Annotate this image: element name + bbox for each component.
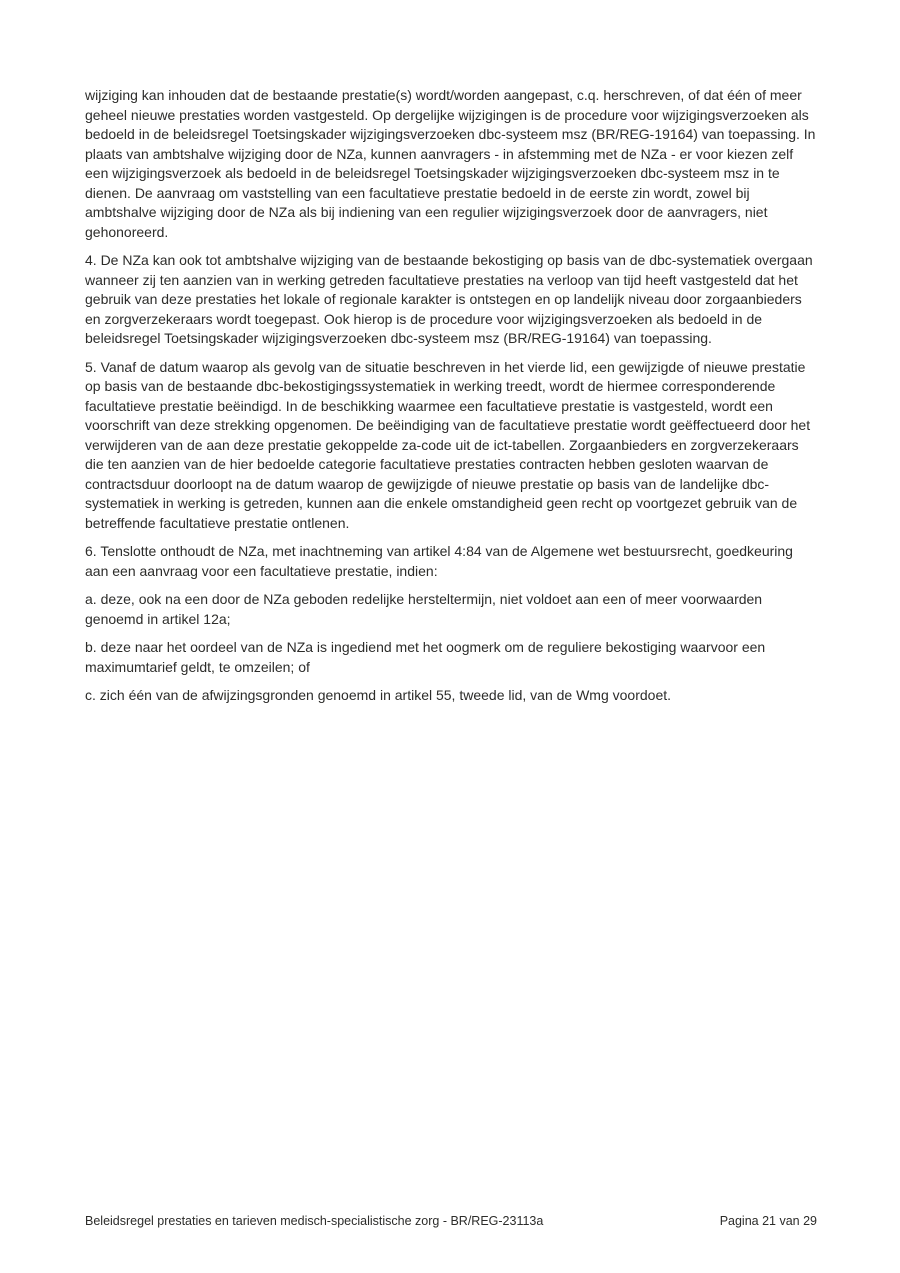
paragraph-item-6b: b. deze naar het oordeel van de NZa is ingediend met het oogmerk om de reguliere bekostiging waarvoor een maximumtarief geldt, te omzeilen; of — [85, 639, 766, 675]
paragraph-item-6a: a. deze, ook na een door de NZa geboden redelijke hersteltermijn, niet voldoet aan een of meer voorwaarden genoemd in artikel 12a; — [85, 591, 763, 627]
paragraph-item-5: 5. Vanaf de datum waarop als gevolg van de situatie beschreven in het vierde lid, een gewijzigde of nieuwe prestatie op basis van de bestaande dbc-bekostigingssystematiek in werking treedt, wordt de hiermee corresponderende facultatieve prestatie beëindigd. In de beschikking waarmee een facultatieve prestatie is vastgesteld, wordt een voorschrift van deze strekking opgenomen. De beëindiging van de facultatieve prestatie wordt geëffectueerd door het verwijderen van de aan deze prestatie gekoppelde za-code uit de ict-tabellen. Zorgaanbieders en zorgverzekeraars die ten aanzien van de hier bedoelde categorie facultatieve prestaties contracten hebben gesloten waarvan de contractsduur doorloopt na de datum waarop de gewijzigde of nieuwe prestatie op basis van de landelijke dbc-systematiek in werking is getreden, kunnen aan die enkele omstandigheid geen recht op voortgezet gebruik van de betreffende facultatieve prestatie ontlenen. — [85, 358, 811, 531]
paragraph-continuation: wijziging kan inhouden dat de bestaande prestatie(s) wordt/worden aangepast, c.q. herschreven, of dat één of meer geheel nieuwe prestaties worden vastgesteld. Op dergelijke wijzigingen is de procedure voor wijzigingsverzoeken als bedoeld in de beleidsregel Toetsingskader wijzigingsverzoeken dbc-systeem msz (BR/REG-19164) van toepassing. In plaats van ambtshalve wijziging door de NZa, kunnen aanvragers - in afstemming met de NZa - er voor kiezen zelf een wijzigingsverzoek als bedoeld in de beleidsregel Toetsingskader wijzigingsverzoeken dbc-systeem msz in te dienen. De aanvraag om vaststelling van een facultatieve prestatie bedoeld in de eerste zin wordt, zowel bij ambtshalve wijziging door de NZa als bij indiening van een regulier wijzigingsverzoek door de aanvragers, niet gehonoreerd. — [85, 87, 816, 240]
document-body — [85, 86, 819, 706]
paragraph-item-6: 6. Tenslotte onthoudt de NZa, met inachtneming van artikel 4:84 van de Algemene wet bestuursrecht, goedkeuring aan een aanvraag voor een facultatieve prestatie, indien: — [85, 543, 793, 579]
page-footer — [85, 1213, 817, 1229]
footer-page-indicator: Pagina 21 van 29 — [719, 1214, 817, 1228]
paragraph-item-6c: c. zich één van de afwijzingsgronden genoemd in artikel 55, tweede lid, van de Wmg voordoet. — [85, 687, 672, 703]
paragraph-item-4: 4. De NZa kan ook tot ambtshalve wijziging van de bestaande bekostiging op basis van de dbc-systematiek overgaan wanneer zij ten aanzien van in werking getreden facultatieve prestaties na verloop van tijd heeft vastgesteld dat het gebruik van deze prestaties het lokale of regionale karakter is ontstegen en op landelijk niveau door zorgaanbieders en zorgverzekeraars wordt toegepast. Ook hierop is de procedure voor wijzigingsverzoeken als bedoeld in de beleidsregel Toetsingskader wijzigingsverzoeken dbc-systeem msz (BR/REG-19164) van toepassing. — [85, 252, 813, 346]
footer-document-reference: Beleidsregel prestaties en tarieven medisch-specialistische zorg - BR/REG-23113a — [85, 1214, 544, 1228]
